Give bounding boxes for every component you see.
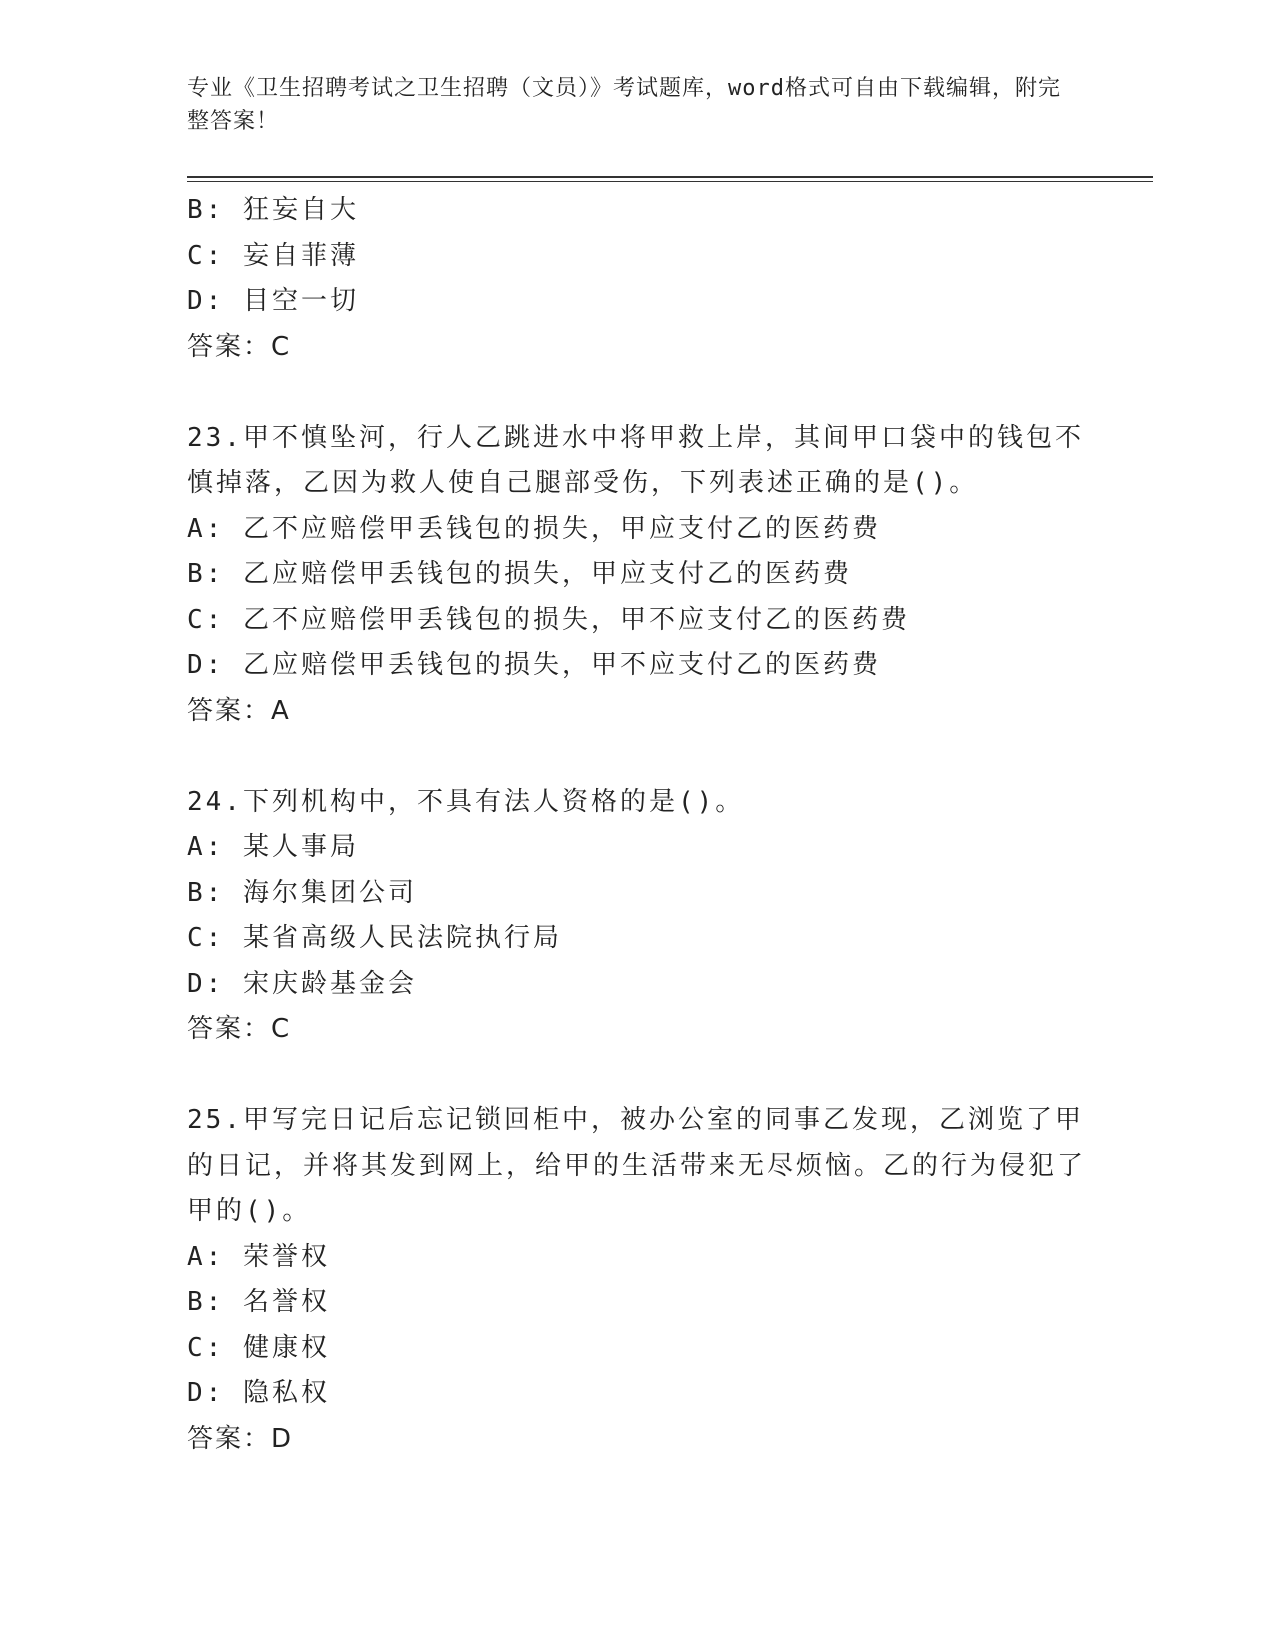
option-c: C: 健康权 [187, 1332, 330, 1363]
question-22-continued [187, 188, 1087, 370]
answer-line: 答案：D [187, 1423, 294, 1454]
option-d: D: 隐私权 [187, 1378, 330, 1408]
spacer [187, 1053, 1087, 1099]
answer-line: 答案：A [187, 695, 291, 726]
option-b: B: 名誉权 [187, 1287, 330, 1317]
question-stem: 24.下列机构中，不具有法人资格的是()。 [187, 786, 745, 817]
option-b: B: 狂妄自大 [187, 195, 359, 225]
option-b: B: 乙应赔偿甲丢钱包的损失，甲应支付乙的医药费 [187, 559, 852, 589]
option-a: A: 乙不应赔偿甲丢钱包的损失，甲应支付乙的医药费 [187, 513, 881, 544]
question-stem: 25.甲写完日记后忘记锁回柜中，被办公室的同事乙发现，乙浏览了甲的日记，并将其发到网上，给甲的生活带来无尽烦恼。乙的行为侵犯了甲的()。 [187, 1105, 1087, 1226]
question-23 [187, 416, 1087, 735]
option-a: A: 荣誉权 [187, 1241, 330, 1272]
answer-line: 答案：C [187, 331, 292, 362]
answer-line: 答案：C [187, 1014, 292, 1044]
question-25 [187, 1098, 1087, 1462]
page-header: 专业《卫生招聘考试之卫生招聘（文员）》考试题库，word格式可自由下载编辑，附完整答案！ [187, 76, 1061, 134]
option-c: C: 乙不应赔偿甲丢钱包的损失，甲不应支付乙的医药费 [187, 604, 910, 635]
header-rule-thick [187, 176, 1153, 178]
option-a: A: 某人事局 [187, 832, 359, 862]
option-c: C: 妄自菲薄 [187, 240, 359, 271]
option-b: B: 海尔集团公司 [187, 877, 417, 908]
spacer [187, 370, 1087, 416]
question-content [187, 188, 1087, 1462]
option-d: D: 宋庆龄基金会 [187, 968, 417, 999]
option-c: C: 某省高级人民法院执行局 [187, 923, 562, 953]
option-d: D: 乙应赔偿甲丢钱包的损失，甲不应支付乙的医药费 [187, 650, 881, 680]
spacer [187, 734, 1087, 780]
option-d: D: 目空一切 [187, 286, 359, 316]
header-rule-thin [187, 181, 1153, 182]
question-24 [187, 780, 1087, 1053]
question-stem: 23.甲不慎坠河，行人乙跳进水中将甲救上岸，其间甲口袋中的钱包不慎掉落，乙因为救人使自己腿部受伤，下列表述正确的是()。 [187, 422, 1084, 498]
